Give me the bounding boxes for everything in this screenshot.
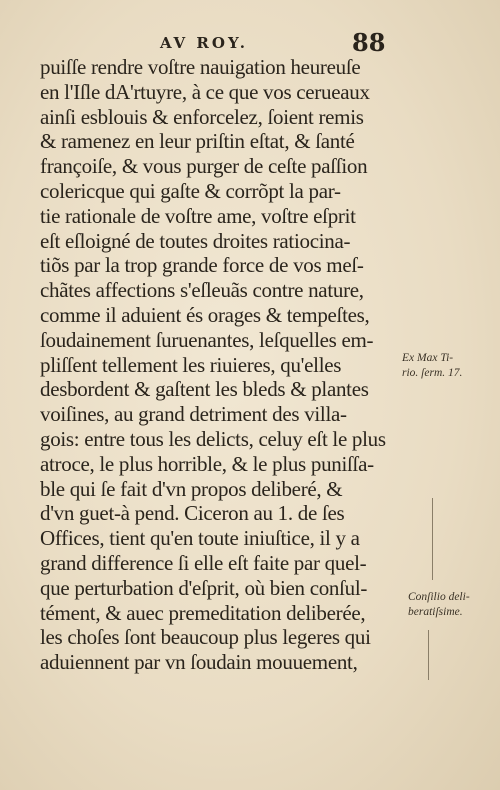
text-line: colericque qui gaſte & corrõpt la par-	[40, 178, 341, 203]
text-line: en l'Iſle dA'rtuyre, à ce que vos cerueaux	[40, 79, 370, 104]
text-line: gois: entre tous les delicts, celuy eſt le plus	[40, 426, 386, 451]
margin-note-line: Conſilio deli-	[408, 591, 470, 603]
text-line: d'vn guet-à pend. Ciceron au 1. de ſes	[40, 501, 345, 526]
text-line: eſt eſloigné de toutes droites ratiocina-	[40, 228, 351, 253]
text-line: tie rationale de voſtre ame, voſtre eſprit	[40, 203, 356, 228]
running-head: AV ROY.	[160, 34, 248, 52]
text-line: grand difference ſi elle eſt faite par quel-	[40, 550, 367, 575]
text-line: chãtes affections s'eſleuãs contre nature,	[40, 278, 364, 303]
text-line: aduiennent par vn ſoudain mouuement,	[40, 650, 358, 675]
body-text	[40, 55, 395, 675]
margin-bracket	[428, 630, 429, 680]
text-line: pliſſent tellement les riuieres, qu'elles	[40, 352, 342, 377]
page-number: 88	[352, 28, 386, 57]
text-line: ble qui ſe fait d'vn propos deliberé, &	[40, 476, 343, 501]
text-line: que perturbation d'eſprit, où bien conſul-	[40, 575, 368, 600]
text-line: tiõs par la trop grande force de vos meſ-	[40, 253, 364, 278]
text-line: comme il aduient és orages & tempeſtes,	[40, 302, 370, 327]
margin-note-source	[402, 351, 462, 381]
text-line: les choſes ſont beaucoup plus legeres qui	[40, 625, 371, 650]
text-line: ainſi esblouis & enforcelez, ſoient remis	[40, 104, 364, 129]
margin-note-line: Ex Max Ti-	[402, 352, 454, 364]
text-line: Offices, tient qu'en toute iniuſtice, il y a	[40, 526, 360, 551]
page-header	[0, 28, 500, 56]
text-line: voiſines, au grand detriment des villa-	[40, 402, 347, 427]
margin-note-gloss	[408, 590, 470, 620]
margin-bracket	[432, 498, 433, 580]
margin-note-line: rio. ſerm. 17.	[402, 367, 463, 379]
text-line: & ramenez en leur priſtin eſtat, & ſanté	[40, 129, 355, 154]
margin-note-line: beratiſsime.	[408, 606, 463, 618]
text-line: ſoudainement ſuruenantes, leſquelles em-	[40, 327, 374, 352]
text-line: desbordent & gaſtent les bleds & plantes	[40, 377, 369, 402]
text-line: atroce, le plus horrible, & le plus puniſſa-	[40, 451, 374, 476]
text-line: françoiſe, & vous purger de ceſte paſſion	[40, 154, 368, 179]
text-line: tément, & auec premeditation deliberée,	[40, 600, 366, 625]
text-line: puiſſe rendre voſtre nauigation heureuſe	[40, 55, 361, 79]
